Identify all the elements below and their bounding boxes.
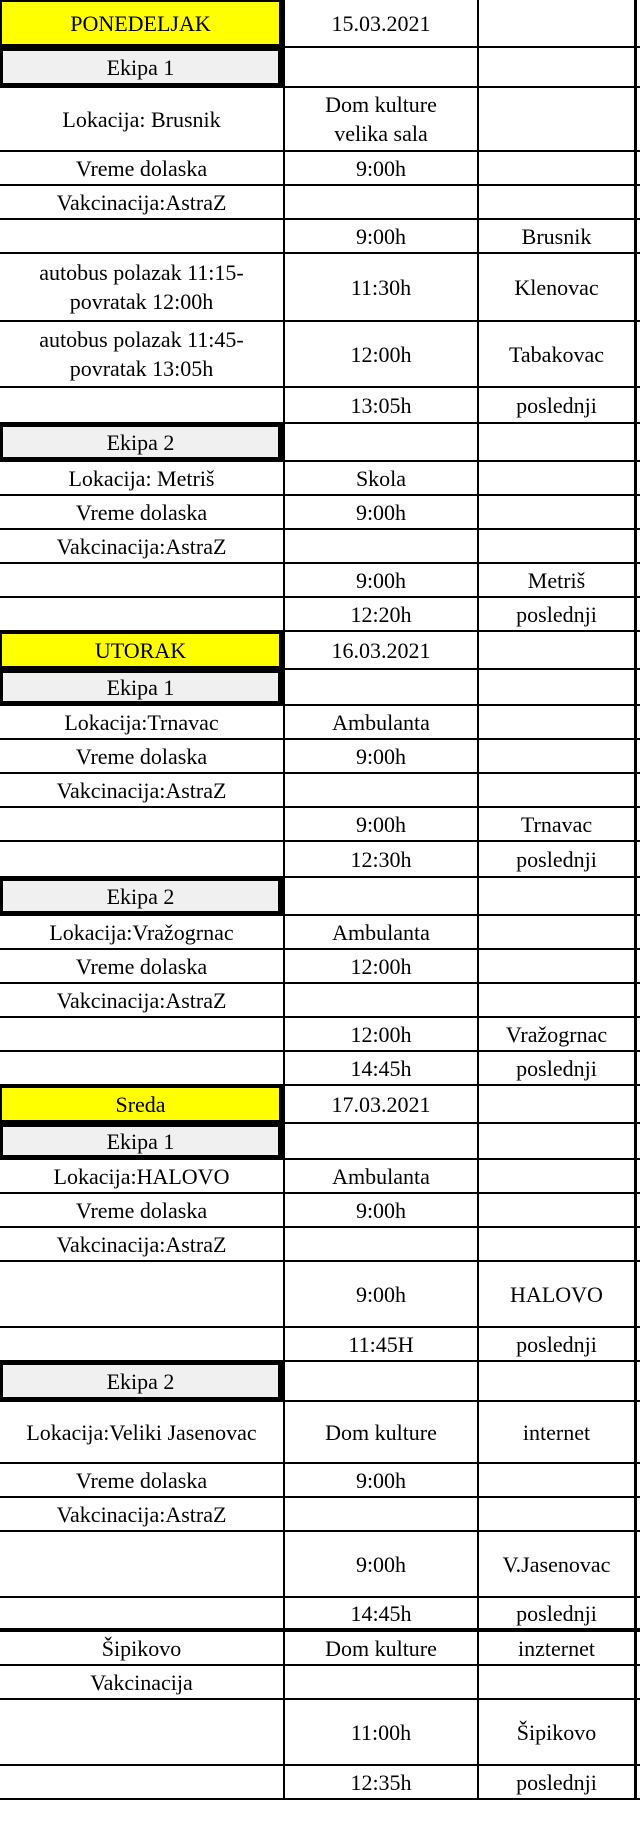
time-cell: 11:30h: [283, 254, 477, 320]
place-cell: [477, 984, 637, 1016]
time-cell: [283, 186, 477, 218]
table-row: [0, 186, 640, 220]
label-cell: Vakcinacija: [90, 1669, 193, 1695]
label-cell: autobus polazak 11:15- povratak 12:00h: [39, 260, 244, 314]
place-cell: [477, 424, 637, 460]
time-cell: 14:45h: [283, 1052, 477, 1084]
time-cell: Dom kulture: [283, 1402, 477, 1462]
place-cell: [477, 88, 637, 150]
place-cell: [477, 530, 637, 562]
table-row: [0, 1362, 640, 1402]
place-cell: poslednji: [477, 598, 637, 630]
label-cell: [0, 598, 283, 630]
time-cell: 9:00h: [283, 496, 477, 528]
table-row: [0, 254, 640, 322]
time-cell: [283, 424, 477, 460]
place-cell: poslednji: [477, 1052, 637, 1084]
label-cell: Lokacija: Brusnik: [62, 106, 221, 132]
table-row: [0, 706, 640, 740]
table-row: [0, 808, 640, 842]
time-cell: 9:00h: [283, 1194, 477, 1226]
table-row: [0, 670, 640, 706]
place-cell: [477, 1124, 637, 1158]
time-cell: [283, 878, 477, 914]
label-cell: [0, 1532, 283, 1596]
time-cell: [283, 1666, 477, 1698]
table-row: [0, 632, 640, 670]
time-cell: 12:00h: [283, 322, 477, 386]
label-cell: [0, 564, 283, 596]
label-cell: Lokacija:Veliki Jasenovac: [26, 1419, 257, 1445]
place-cell: poslednji: [477, 842, 637, 876]
time-cell: 11:45H: [283, 1328, 477, 1360]
team-header-cell: Ekipa 1: [0, 48, 283, 86]
table-row: [0, 1328, 640, 1362]
table-row: [0, 1228, 640, 1262]
label-cell: [0, 1018, 283, 1050]
label-cell: Vreme dolaska: [75, 1467, 208, 1493]
table-row: [0, 842, 640, 878]
table-row: [0, 1464, 640, 1498]
place-cell: internet: [477, 1402, 637, 1462]
table-row: [0, 462, 640, 496]
table-row: [0, 984, 640, 1018]
time-cell: [283, 670, 477, 704]
place-cell: Metriš: [477, 564, 637, 596]
place-cell: [477, 462, 637, 494]
label-cell: [0, 1052, 283, 1084]
time-cell: 12:35h: [283, 1766, 477, 1798]
team-header-cell: Ekipa 2: [0, 1362, 283, 1400]
time-cell: 17.03.2021: [283, 1086, 477, 1122]
place-cell: [477, 706, 637, 738]
table-row: [0, 1160, 640, 1194]
time-cell: Ambulanta: [283, 706, 477, 738]
time-cell: 15.03.2021: [283, 0, 477, 46]
time-cell: [283, 1228, 477, 1260]
place-cell: poslednji: [477, 1598, 637, 1628]
label-cell: Vakcinacija:AstraZ: [56, 1501, 227, 1527]
table-row: [0, 916, 640, 950]
time-cell: 9:00h: [283, 1464, 477, 1496]
place-cell: [477, 496, 637, 528]
time-cell: [283, 530, 477, 562]
time-cell: 12:00h: [283, 950, 477, 982]
place-cell: [477, 1362, 637, 1400]
place-cell: [477, 1666, 637, 1698]
label-cell: Vreme dolaska: [75, 499, 208, 525]
time-cell: 14:45h: [283, 1598, 477, 1628]
place-cell: [477, 1086, 637, 1122]
label-cell: Vreme dolaska: [75, 743, 208, 769]
table-row: [0, 388, 640, 424]
table-row: [0, 598, 640, 632]
place-cell: poslednji: [477, 1328, 637, 1360]
table-row: [0, 878, 640, 916]
time-cell: [283, 1498, 477, 1530]
day-header-cell: Sreda: [0, 1086, 283, 1122]
time-cell: 12:30h: [283, 842, 477, 876]
place-cell: HALOVO: [477, 1262, 637, 1326]
table-row: [0, 530, 640, 564]
time-cell: [283, 1362, 477, 1400]
table-row: [0, 1632, 640, 1666]
table-row: [0, 1598, 640, 1632]
table-row: [0, 322, 640, 388]
label-cell: [0, 1262, 283, 1326]
day-header-cell: PONEDELJAK: [0, 0, 283, 46]
time-cell: 16.03.2021: [283, 632, 477, 668]
table-row: [0, 1766, 640, 1800]
label-cell: Vakcinacija:AstraZ: [56, 987, 227, 1013]
place-cell: Šipikovo: [477, 1700, 637, 1764]
place-cell: Klenovac: [477, 254, 637, 320]
label-cell: Lokacija:Vražogrnac: [49, 919, 234, 945]
time-cell: 9:00h: [283, 1532, 477, 1596]
time-cell: Ambulanta: [283, 916, 477, 948]
place-cell: [477, 740, 637, 772]
time-cell: 11:00h: [283, 1700, 477, 1764]
label-cell: autobus polazak 11:45- povratak 13:05h: [39, 327, 244, 381]
table-row: [0, 1018, 640, 1052]
time-cell: 9:00h: [283, 564, 477, 596]
time-cell: 13:05h: [283, 388, 477, 422]
time-cell: 12:20h: [283, 598, 477, 630]
place-cell: V.Jasenovac: [477, 1532, 637, 1596]
place-cell: inzternet: [477, 1632, 637, 1664]
time-cell: [283, 1124, 477, 1158]
time-cell: [283, 984, 477, 1016]
place-cell: [477, 0, 637, 46]
table-row: [0, 1052, 640, 1086]
place-cell: poslednji: [477, 1766, 637, 1798]
team-header-cell: Ekipa 2: [0, 878, 283, 914]
table-row: [0, 220, 640, 254]
time-cell: 12:00h: [283, 1018, 477, 1050]
place-cell: [477, 152, 637, 184]
time-cell: 9:00h: [283, 740, 477, 772]
place-cell: [477, 1464, 637, 1496]
table-row: [0, 152, 640, 186]
time-cell: Skola: [283, 462, 477, 494]
table-row: [0, 950, 640, 984]
table-row: [0, 424, 640, 462]
table-row: [0, 564, 640, 598]
place-cell: [477, 878, 637, 914]
place-cell: Brusnik: [477, 220, 637, 252]
label-cell: [0, 388, 283, 422]
label-cell: Vreme dolaska: [75, 155, 208, 181]
place-cell: [477, 916, 637, 948]
team-header-cell: Ekipa 2: [0, 424, 283, 460]
table-row: [0, 48, 640, 88]
table-row: [0, 1532, 640, 1598]
label-cell: Vakcinacija:AstraZ: [56, 533, 227, 559]
label-cell: [0, 1598, 283, 1628]
place-cell: [477, 670, 637, 704]
label-cell: Lokacija:HALOVO: [53, 1163, 230, 1189]
label-cell: Lokacija: Metriš: [68, 465, 215, 491]
place-cell: [477, 1228, 637, 1260]
table-row: [0, 1700, 640, 1766]
place-cell: [477, 1160, 637, 1192]
label-cell: [0, 220, 283, 252]
label-cell: [0, 1766, 283, 1798]
time-cell: Dom kulture velika sala: [283, 88, 477, 150]
place-cell: [477, 950, 637, 982]
label-cell: [0, 1700, 283, 1764]
place-cell: Vražogrnac: [477, 1018, 637, 1050]
time-cell: [283, 774, 477, 806]
table-row: [0, 1666, 640, 1700]
table-row: [0, 1086, 640, 1124]
time-cell: 9:00h: [283, 1262, 477, 1326]
label-cell: Lokacija:Trnavac: [64, 709, 219, 735]
place-cell: poslednji: [477, 388, 637, 422]
table-row: [0, 88, 640, 152]
table-row: [0, 496, 640, 530]
place-cell: [477, 48, 637, 86]
label-cell: [0, 808, 283, 840]
place-cell: [477, 1498, 637, 1530]
table-row: [0, 1194, 640, 1228]
table-row: [0, 1124, 640, 1160]
table-row: [0, 774, 640, 808]
label-cell: [0, 1328, 283, 1360]
place-cell: [477, 186, 637, 218]
place-cell: [477, 1194, 637, 1226]
place-cell: [477, 632, 637, 668]
label-cell: Vakcinacija:AstraZ: [56, 189, 227, 215]
label-cell: Vakcinacija:AstraZ: [56, 1231, 227, 1257]
time-cell: 9:00h: [283, 152, 477, 184]
time-cell: 9:00h: [283, 808, 477, 840]
table-row: [0, 1402, 640, 1464]
day-header-cell: UTORAK: [0, 632, 283, 668]
table-row: [0, 1498, 640, 1532]
table-row: [0, 0, 640, 48]
time-cell: 9:00h: [283, 220, 477, 252]
table-row: [0, 1262, 640, 1328]
place-cell: [477, 774, 637, 806]
time-cell: [283, 48, 477, 86]
label-cell: Vreme dolaska: [75, 953, 208, 979]
label-cell: Vakcinacija:AstraZ: [56, 777, 227, 803]
place-cell: Tabakovac: [477, 322, 637, 386]
label-cell: [0, 842, 283, 876]
time-cell: Ambulanta: [283, 1160, 477, 1192]
label-cell: Vreme dolaska: [75, 1197, 208, 1223]
label-cell: Šipikovo: [101, 1635, 182, 1661]
place-cell: Trnavac: [477, 808, 637, 840]
team-header-cell: Ekipa 1: [0, 670, 283, 704]
time-cell: Dom kulture: [283, 1632, 477, 1664]
team-header-cell: Ekipa 1: [0, 1124, 283, 1158]
table-row: [0, 740, 640, 774]
